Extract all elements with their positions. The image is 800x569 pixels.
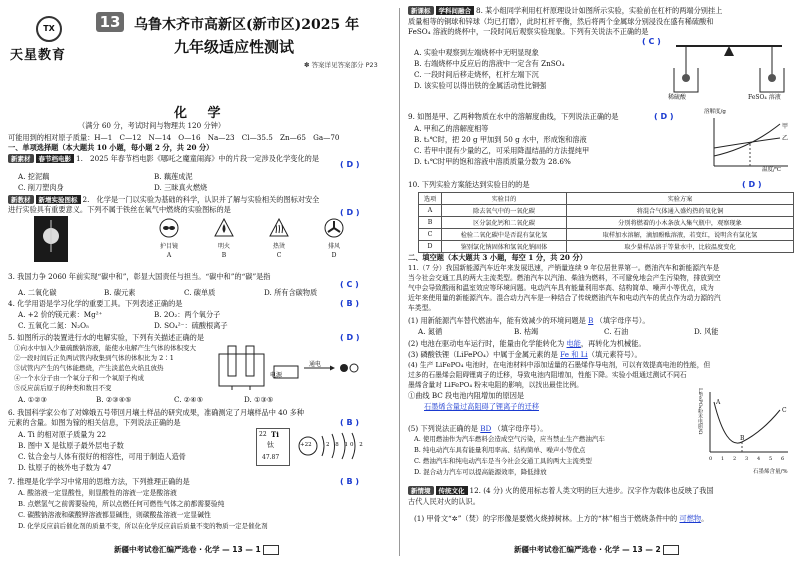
q11-4-line1: (4) 生产 LiFePO₄ 电池时，在电池材料中添加适量的石墨烯作导电剂，可以有效提高电池的性能，但 bbox=[408, 361, 711, 369]
table-cell: 区分氯化钙和二氧化碳 bbox=[442, 217, 567, 229]
q5-text: 5. 如图所示的装置进行水的电解实验，下列有关描述正确的是 bbox=[8, 333, 205, 342]
q11-2: (2) 电池在驱动电车运行时，能量由化学能转化为 电能，再转化为机械能。 bbox=[408, 339, 646, 348]
q3-answer: ( C ) bbox=[340, 280, 359, 289]
table-cell: 分别将燃着的小木条放入集气瓶中，观察现象 bbox=[567, 217, 794, 229]
q1-option-d: D. 三昧真火燃烧 bbox=[154, 183, 208, 192]
q10-text: 10. 下列实验方案能达到实验目的的是 bbox=[408, 180, 530, 189]
q1-option-a: A. 挖泥藕 bbox=[18, 172, 50, 181]
q8-option-a: A. 实验中观察到左端烧杯中无明显现象 bbox=[414, 48, 539, 57]
atomic-mass: 可能用到的相对原子质量：H—1 C—12 N—14 O—16 Na—23 Cl—35.5 Zn—65 Ga—70 bbox=[8, 133, 340, 142]
q5-fig-power: 电源 bbox=[270, 372, 283, 379]
q1-option-c: C. 削刀塑肉身 bbox=[18, 183, 64, 192]
q6-option-d: D. 钛原子的核外电子数为 47 bbox=[18, 463, 112, 472]
q4-option-a: A. +2 价的镁元素：Mg²⁺ bbox=[18, 310, 103, 319]
table-row bbox=[419, 241, 794, 253]
q11-1-answer: B bbox=[588, 316, 594, 325]
table-cell: 将混合气体通入盛灼热的氧化铜 bbox=[567, 205, 794, 217]
q8-option-b: B. 右端烧杯中反应后的溶液中一定含有 ZnSO₄ bbox=[414, 59, 565, 68]
resistance-xlabel: 石墨烯含量/% bbox=[753, 469, 788, 475]
goggles-icon bbox=[159, 218, 179, 238]
oracle-bone-fen-icon: ✲ bbox=[451, 514, 458, 523]
q5-item-5: ⑤反应前后原子的种类和数目不变 bbox=[14, 384, 112, 392]
table-cell: A bbox=[419, 205, 442, 217]
table-cell: C bbox=[419, 229, 442, 241]
q8-tag: 新课标 bbox=[408, 6, 434, 15]
q4-option-b: B. 2O₂：两个氧分子 bbox=[154, 310, 221, 319]
table-cell: 取样加水溶解，滴加酚酞溶液，若变红，说明含有氯化氢 bbox=[567, 229, 794, 241]
q9-option-a: A. 甲和乙的溶解度相等 bbox=[414, 124, 489, 133]
icon-label-flame: 明火 bbox=[217, 243, 230, 250]
q2-tag2: 新增实验图标 bbox=[36, 195, 81, 204]
tick-label: 1 bbox=[721, 456, 725, 462]
q8-fig-left-label: 稀硫酸 bbox=[668, 94, 687, 101]
q5-option-c: C. ②④⑤ bbox=[174, 395, 204, 404]
q9-option-c: C. 若甲中混有少量的乙，可采用降温结晶的方法提纯甲 bbox=[414, 146, 590, 155]
q2-line2: 进行实验具有重要意义。下列不属于铁丝在氧气中燃烧的实验图标的是 bbox=[8, 205, 231, 214]
atom-shells: 2 8 10 2 bbox=[326, 442, 365, 448]
q6-text2: 元素的含量。如图为镓的相关信息，下列说法正确的是 bbox=[8, 418, 181, 427]
left-page bbox=[4, 0, 396, 569]
q8-line1: 新课标 学科间融合 8. 某小组同学利用杠杆原理设计如图所示实验，实验前在杠杆的两端分别挂上 bbox=[408, 6, 722, 15]
q11-1-option-d: D. 风能 bbox=[694, 327, 719, 336]
right-page bbox=[404, 0, 796, 569]
q11-5-option-d: D. 混合动力汽车可以提高能源效率，降低排放 bbox=[414, 468, 547, 476]
solubility-xlabel: 温度/℃ bbox=[762, 167, 782, 173]
q8-option-c: C. 一段时间后移走烧杯，杠杆左端下沉 bbox=[414, 70, 539, 79]
q11-4-answer: 石墨烯含量过高阻碍了锂离子的迁移 bbox=[424, 402, 540, 411]
q11-3-answer: Fe 和 Li bbox=[560, 350, 588, 359]
table-header: 选项 bbox=[419, 193, 442, 205]
exhaust-icon-block bbox=[309, 218, 359, 260]
q6-answer: ( B ) bbox=[340, 418, 360, 427]
iron-burning-image bbox=[34, 216, 68, 262]
q5-answer: ( D ) bbox=[340, 333, 360, 342]
q1-tag: 新素材 bbox=[8, 154, 34, 163]
table-header: 实验目的 bbox=[442, 193, 567, 205]
q11-5-option-c: C. 燃油汽车和纯电动汽车是当今社会交通工具的两大主流类型 bbox=[414, 457, 592, 465]
q9-option-d: D. t₁℃时甲的饱和溶液中溶质质量分数为 28.6% bbox=[414, 157, 571, 166]
q8-tag2: 学科间融合 bbox=[436, 6, 475, 15]
element-name: 钛 bbox=[267, 441, 274, 449]
table-row bbox=[419, 217, 794, 229]
q11-para-2: 当今社会交通工具的两大主流类型。燃油汽车以汽油、柴油为燃料，不可避免地会产生污染物，排放到空 bbox=[408, 274, 721, 282]
safety-icons bbox=[144, 218, 364, 266]
open-flame-icon bbox=[214, 218, 234, 238]
flame-icon-block bbox=[199, 218, 249, 260]
q11-para-3: 气中会导致酸雨和温室效应等环境问题。电动汽车具有能量利用率高、结构简单、噪声小等优点，成为 bbox=[408, 284, 714, 292]
answer-note: ✽ 答案详见答案部分 P23 bbox=[304, 61, 378, 69]
q11-5-answer: BD bbox=[480, 424, 492, 433]
q12-line1: 新情境 传统文化 12. (4 分) 火的使用标志着人类文明的巨大进步。汉字作为载体也反映了我国 bbox=[408, 486, 714, 495]
icon-option-a: A bbox=[166, 252, 172, 259]
table-cell: 取少量样品溶于等量水中，比较温度变化 bbox=[567, 241, 794, 253]
point-b: B bbox=[740, 435, 745, 442]
q11-para-1: 11.（7 分）我国新能源汽车近年来发展迅速，产销量连续 9 年位居世界第一。燃油汽车和新能源汽车是 bbox=[408, 264, 720, 272]
exam-subtitle: 九年级适应性测试 bbox=[174, 38, 295, 56]
table-header-row bbox=[419, 193, 794, 205]
q7-text: 7. 推理是化学学习中常用的思维方法，下列推理正确的是 bbox=[8, 477, 190, 486]
q3-option-a: A. 二氧化碳 bbox=[18, 288, 57, 297]
q7-option-a: A. 酸溶液一定显酸性，则显酸性的溶液一定是酸溶液 bbox=[18, 489, 177, 497]
hot-icon-block bbox=[254, 218, 304, 260]
q12-tag: 新情境 bbox=[408, 486, 434, 495]
q4-answer: ( B ) bbox=[340, 299, 360, 308]
q7-option-d: D. 化学反应前后催化剂的质量不变，所以在化学反应前后质量不变的物质一定是催化剂 bbox=[18, 522, 268, 530]
page-divider bbox=[399, 8, 400, 556]
element-symbol: Ti bbox=[271, 430, 279, 439]
q8-option-d: D. 该实验可以得出铁的金属活动性比铜强 bbox=[414, 81, 547, 90]
q12-line2: 古代人民对火的认识。 bbox=[408, 497, 480, 506]
subject-title: 化 学 bbox=[174, 106, 229, 121]
solubility-curve-yi: 乙 bbox=[782, 135, 789, 142]
q11-para-4: 近年来使用量的新能源汽车。混合动力汽车是一种结合了传统燃油汽车和电动汽车的优点作为动力源的汽 bbox=[408, 294, 721, 302]
q5-item-3: ③试管内产生的气体能燃烧，产生淡蓝色火焰且放热 bbox=[14, 364, 164, 372]
q11-1-option-b: B. 枯竭 bbox=[514, 327, 539, 336]
q11-5: (5) 下列说法正确的是 BD （填字母序号）。 bbox=[408, 424, 548, 433]
q6-option-a: A. Ti 的相对原子质量为 22 bbox=[18, 430, 107, 439]
q5-item-1: ①向水中加入少量硫酸钠溶液，能使水电解产生气体的体积变大 bbox=[14, 344, 196, 352]
point-a: A bbox=[716, 399, 721, 406]
q3-option-b: B. 碳元素 bbox=[104, 288, 136, 297]
table-row bbox=[419, 229, 794, 241]
icon-option-d: D bbox=[331, 252, 337, 259]
q6-text1: 6. 我国科学家公布了对嫦娥五号带回月壤土样品的研究成果，准确测定了月壤样品中 40 多种 bbox=[8, 408, 304, 417]
q7-option-b: B. 点燃氢气之前需要验纯，所以点燃任何可燃性气体之前都需要验纯 bbox=[18, 500, 225, 508]
q6-option-c: C. 钛合金与人体有很好的相容性，可用于制造人造骨 bbox=[18, 452, 186, 461]
point-c: C bbox=[782, 407, 787, 414]
solubility-ylabel: 溶解度/g bbox=[704, 109, 726, 115]
q11-4-sub1: ①曲线 BC 段电池内阻增加的原因是 bbox=[408, 391, 525, 400]
q1-answer: ( D ) bbox=[340, 160, 360, 169]
q8-answer: ( C ) bbox=[642, 37, 661, 46]
tick-label: 6 bbox=[781, 456, 785, 462]
exam-title: 乌鲁木齐市高新区(新市区)2025 年 bbox=[134, 17, 360, 33]
q8-fig-right-label: FeSO₄ 溶液 bbox=[748, 94, 781, 101]
exam-info: （满分 60 分，考试时间与物理共 120 分钟） bbox=[78, 121, 226, 130]
q12-tag2: 传统文化 bbox=[436, 486, 468, 495]
q11-2-answer: 电能 bbox=[566, 339, 581, 348]
section-1-heading: 一、单项选择题（本大题共 10 小题，每小题 2 分，共 20 分） bbox=[8, 143, 214, 152]
hot-surface-icon bbox=[269, 218, 289, 238]
q12-1: (1) 甲骨文“✲”（焚）的字形像是要燃火烧掉树林。上方的“林”相当于燃烧条件中的 可燃物。 bbox=[414, 514, 709, 523]
icon-option-c: C bbox=[276, 252, 282, 259]
q2-answer: ( D ) bbox=[340, 208, 360, 217]
table-cell: 检验二氧化碳中是否混有氯化氢 bbox=[442, 229, 567, 241]
q10-answer: ( D ) bbox=[742, 180, 762, 189]
table-row bbox=[419, 205, 794, 217]
q5-item-4: ④一个水分子由一个氧分子和一个氧原子构成 bbox=[14, 374, 144, 382]
tick-label: 2 bbox=[733, 456, 737, 462]
element-number: 22 bbox=[259, 431, 267, 438]
electrolysis-diagram bbox=[214, 344, 364, 394]
q7-option-c: C. 碳酸钠溶液和碳酸钾溶液都显碱性，则碳酸盐溶液一定显碱性 bbox=[18, 511, 211, 519]
tick-label: 4 bbox=[757, 456, 761, 462]
q2-tag: 新教材 bbox=[8, 195, 34, 204]
table-cell: B bbox=[419, 217, 442, 229]
tick-label: 5 bbox=[769, 456, 773, 462]
q5-fig-arrow-label: 通电 bbox=[309, 361, 322, 368]
element-mass: 47.87 bbox=[262, 454, 280, 461]
table-header: 实验方案 bbox=[567, 193, 794, 205]
q1-line: 新素材 春节档电影 1. 2025 年春节档电影《哪吒之魔童闹海》中的片段一定涉及化学变化的是 bbox=[8, 154, 319, 163]
q9-answer: ( D ) bbox=[654, 112, 674, 121]
q1-tag2: 春节档电影 bbox=[36, 154, 75, 163]
q4-text: 4. 化学用语是学习化学的重要工具。下列表述正确的是 bbox=[8, 299, 183, 308]
q9-option-b: B. t₂℃时，把 20 g 甲加到 50 g 水中，形成饱和溶液 bbox=[414, 135, 587, 144]
q3-option-c: C. 碳单质 bbox=[184, 288, 216, 297]
exhaust-fan-icon bbox=[324, 218, 344, 238]
icon-label-goggles: 护目镜 bbox=[159, 243, 178, 250]
logo-text: 天星教育 bbox=[10, 48, 67, 63]
q5-option-b: B. ②③④⑤ bbox=[96, 395, 132, 404]
icon-label-hot: 热烫 bbox=[272, 243, 285, 250]
resistance-chart bbox=[692, 388, 792, 466]
goggles-icon-block bbox=[144, 218, 194, 260]
q11-3: (3) 磷酸铁锂（LiFePO₄）中属于金属元素的是 Fe 和 Li（填元素符号）。 bbox=[408, 350, 642, 359]
resistance-ylabel: LiFePO₄粉末电阻/Ω bbox=[697, 388, 703, 435]
q6-option-b: B. 图中 X 是钛原子最外层电子数 bbox=[18, 441, 124, 450]
q11-5-option-b: B. 纯电动汽车具有能量利用率高、结构简单、噪声小等优点 bbox=[414, 446, 586, 454]
q10-table bbox=[418, 192, 794, 253]
logo-icon: TX bbox=[36, 16, 62, 42]
q11-5-option-a: A. 使用燃油作为汽车燃料会造成空气污染，应当禁止生产燃油汽车 bbox=[414, 435, 605, 443]
q7-answer: ( B ) bbox=[340, 477, 360, 486]
table-cell: 除去氧气中的一氧化碳 bbox=[442, 205, 567, 217]
q5-item-2: ②一段时间后正负两试管内收集到气体的体积比为 2∶1 bbox=[14, 354, 174, 362]
q11-4-line2: 过多的石墨烯会阻碍锂离子的迁移，导致电池内阻增加，性能下降。实验小组通过测试不同石 bbox=[408, 371, 687, 379]
publisher-logo bbox=[6, 14, 86, 68]
q11-1: (1) 用新能源汽车替代燃油车，能有效减少的环境问题是 B （填字母序号）。 bbox=[408, 316, 650, 325]
footer-right: 新疆中考试卷汇编严选卷 · 化学 — 13 — 2 bbox=[514, 544, 679, 555]
q9-text: 9. 如图是甲、乙两种物质在水中的溶解度曲线，下列说法正确的是 bbox=[408, 112, 619, 121]
q4-option-d: D. SO₄²⁻：硫酸根离子 bbox=[154, 321, 228, 330]
atom-nucleus: +22 bbox=[300, 442, 312, 448]
q12-1-answer: 可燃物 bbox=[679, 514, 702, 523]
q11-1-option-c: C. 石油 bbox=[604, 327, 629, 336]
table-cell: 鉴别氯化钠固体和氢氧化钠固体 bbox=[442, 241, 567, 253]
icon-option-b: B bbox=[221, 252, 227, 259]
tick-label: 3 bbox=[745, 456, 749, 462]
q11-4-line3: 墨烯含量对 LiFePO₄ 粉末电阻的影响，以找出最佳比例。 bbox=[408, 381, 583, 389]
q5-option-a: A. ①②③ bbox=[18, 395, 48, 404]
element-cell bbox=[256, 428, 290, 466]
q8-line3: FeSO₄ 溶液的烧杯中，一段时间后观察实验现象。下列有关说法不正确的是 bbox=[408, 27, 649, 36]
section-2-heading: 二、填空题（本大题共 3 小题，每空 1 分，共 20 分） bbox=[408, 253, 587, 262]
q1-option-b: B. 藕莲成泥 bbox=[154, 172, 193, 181]
q3-text: 3. 我国力争 2060 年前实现“碳中和”，彰显大国责任与担当。“碳中和”的“碳”是指 bbox=[8, 272, 271, 281]
q8-line2: 质量相等的铜球和锌球（均已打磨），此时杠杆平衡，然后将两个金属球分别浸没在盛有稀硫酸和 bbox=[408, 17, 714, 26]
tick-label: 0 bbox=[709, 456, 713, 462]
paper-number-badge: 13 bbox=[96, 12, 124, 32]
solubility-curve-jia: 甲 bbox=[782, 123, 789, 130]
q4-option-c: C. 五氧化二氮：N₂O₅ bbox=[18, 321, 89, 330]
q3-option-d: D. 所有含碳物质 bbox=[264, 288, 318, 297]
q11-1-option-a: A. 氮循 bbox=[418, 327, 443, 336]
q11-para-5: 车类型。 bbox=[408, 304, 436, 312]
footer-left: 新疆中考试卷汇编严选卷 · 化学 — 13 — 1 bbox=[114, 544, 279, 555]
q5-option-d: D. ①③⑤ bbox=[244, 395, 274, 404]
q2-line1: 新教材 新增实验图标 2. 化学是一门以实验为基础的科学，认识并了解与实验相关的图标对安全 bbox=[8, 195, 319, 204]
icon-label-exhaust: 排风 bbox=[327, 243, 340, 250]
table-cell: D bbox=[419, 241, 442, 253]
